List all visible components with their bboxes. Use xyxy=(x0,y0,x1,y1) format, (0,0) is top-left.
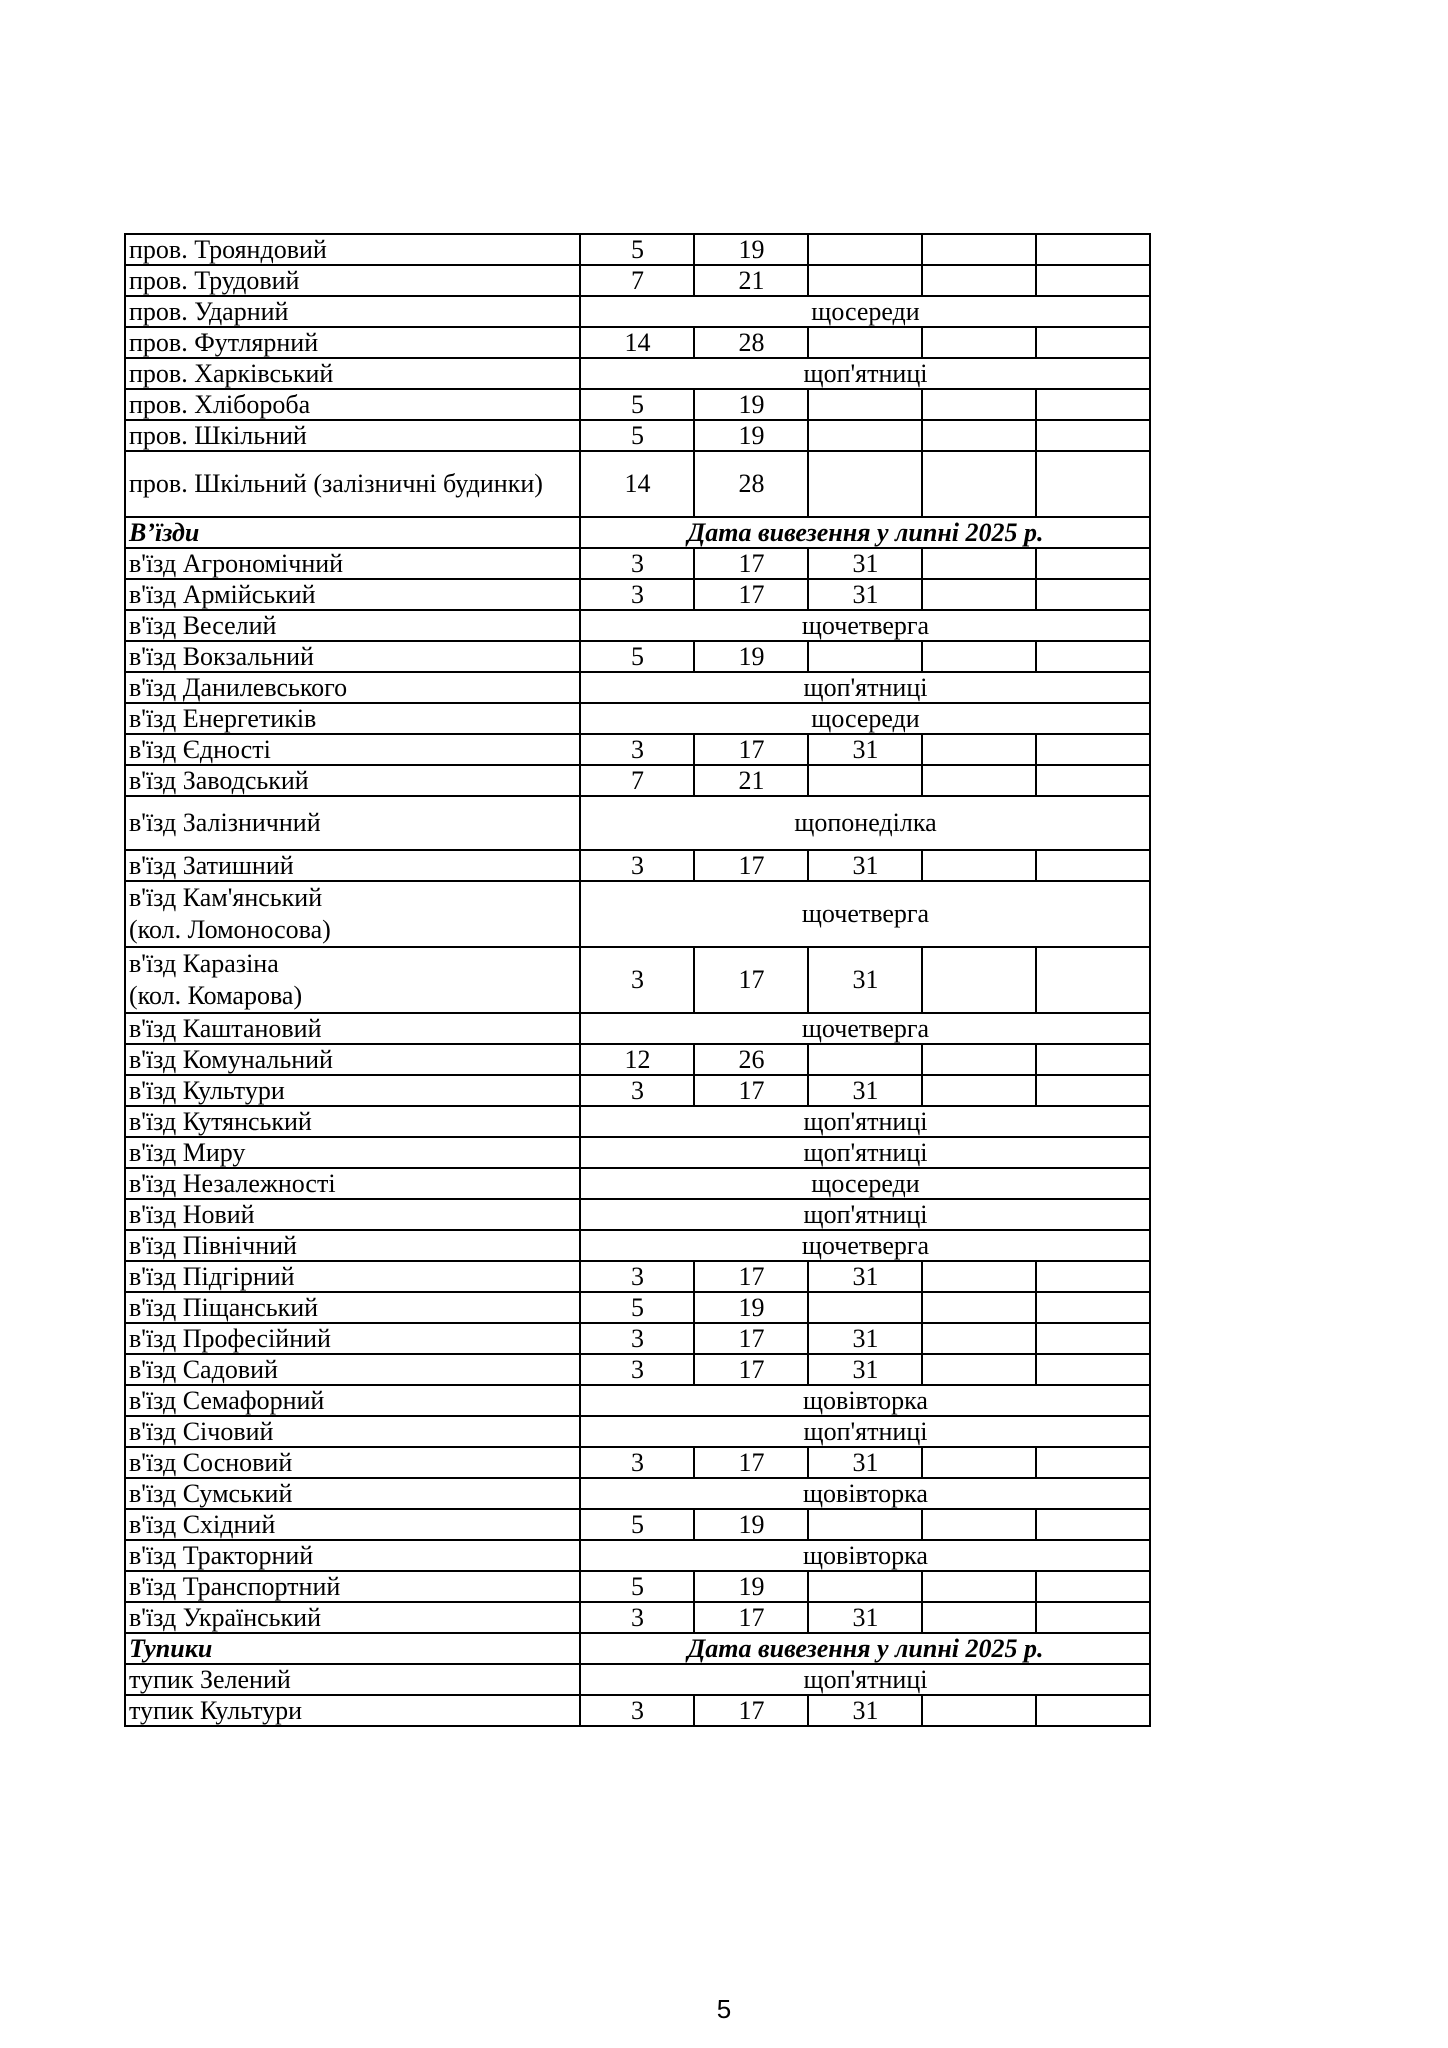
date-cell xyxy=(808,389,922,420)
street-name-cell: в'їзд Агрономічний xyxy=(125,548,580,579)
table-row xyxy=(125,881,1150,947)
table-row xyxy=(125,1323,1150,1354)
date-cell xyxy=(922,734,1036,765)
date-cell xyxy=(1036,234,1150,265)
schedule-note: щосереди xyxy=(580,703,1150,734)
date-cell: 5 xyxy=(580,420,694,451)
date-cell xyxy=(1036,1323,1150,1354)
date-column-header: Дата вивезення у липні 2025 р. xyxy=(580,517,1150,548)
table-row xyxy=(125,610,1150,641)
date-cell: 21 xyxy=(694,765,808,796)
date-cell xyxy=(808,420,922,451)
date-cell xyxy=(808,265,922,296)
date-cell: 12 xyxy=(580,1044,694,1075)
date-cell: 31 xyxy=(808,1602,922,1633)
table-row xyxy=(125,765,1150,796)
table-row xyxy=(125,1013,1150,1044)
date-cell: 17 xyxy=(694,1323,808,1354)
date-cell: 3 xyxy=(580,579,694,610)
date-cell xyxy=(1036,1075,1150,1106)
street-name-cell: пров. Трудовий xyxy=(125,265,580,296)
date-cell: 3 xyxy=(580,1447,694,1478)
schedule-note: щоп'ятниці xyxy=(580,1106,1150,1137)
date-cell xyxy=(922,1323,1036,1354)
date-cell: 14 xyxy=(580,327,694,358)
table-row xyxy=(125,358,1150,389)
schedule-note: щочетверга xyxy=(580,1013,1150,1044)
street-name-cell: пров. Ударний xyxy=(125,296,580,327)
street-name-cell: в'їзд Піщанський xyxy=(125,1292,580,1323)
date-cell xyxy=(1036,765,1150,796)
date-cell xyxy=(922,579,1036,610)
street-name: в'їзд Кам'янський xyxy=(129,883,323,912)
page-number: 5 xyxy=(716,1994,732,2024)
date-cell: 3 xyxy=(580,1354,694,1385)
date-cell: 7 xyxy=(580,765,694,796)
street-name-cell: пров. Хлібороба xyxy=(125,389,580,420)
street-name-cell: в'їзд Культури xyxy=(125,1075,580,1106)
date-cell: 31 xyxy=(808,1261,922,1292)
date-cell xyxy=(1036,1044,1150,1075)
table-row xyxy=(125,641,1150,672)
table-row xyxy=(125,1292,1150,1323)
date-cell xyxy=(922,548,1036,579)
schedule-note: щоп'ятниці xyxy=(580,358,1150,389)
table-row xyxy=(125,1385,1150,1416)
street-name-cell: в'їзд Незалежності xyxy=(125,1168,580,1199)
date-cell: 17 xyxy=(694,734,808,765)
date-cell: 7 xyxy=(580,265,694,296)
table-row xyxy=(125,1540,1150,1571)
schedule-table-body xyxy=(125,234,1150,1726)
date-cell xyxy=(922,1695,1036,1726)
date-cell: 17 xyxy=(694,850,808,881)
street-name-cell: в'їзд Залізничний xyxy=(125,796,580,850)
street-name-cell: в'їзд Сумський xyxy=(125,1478,580,1509)
date-cell xyxy=(922,234,1036,265)
date-cell xyxy=(1036,850,1150,881)
date-cell xyxy=(922,1447,1036,1478)
date-cell: 31 xyxy=(808,850,922,881)
section-title: В’їзди xyxy=(125,517,580,548)
date-cell: 31 xyxy=(808,1447,922,1478)
schedule-note: щосереди xyxy=(580,296,1150,327)
date-cell xyxy=(922,1292,1036,1323)
table-row xyxy=(125,1199,1150,1230)
date-cell: 3 xyxy=(580,947,694,1013)
street-name-cell: в'їзд Заводський xyxy=(125,765,580,796)
date-cell: 19 xyxy=(694,389,808,420)
street-former-name: (кол. Комарова) xyxy=(129,981,303,1010)
schedule-note: щовівторка xyxy=(580,1540,1150,1571)
date-cell: 17 xyxy=(694,1075,808,1106)
street-name-cell: в'їзд Затишний xyxy=(125,850,580,881)
date-cell xyxy=(808,1292,922,1323)
date-cell: 3 xyxy=(580,850,694,881)
street-former-name: (кол. Ломоносова) xyxy=(129,915,331,944)
schedule-note: щовівторка xyxy=(580,1385,1150,1416)
date-cell: 3 xyxy=(580,1261,694,1292)
date-cell: 3 xyxy=(580,1075,694,1106)
street-name-cell: пров. Шкільний xyxy=(125,420,580,451)
date-cell xyxy=(1036,1602,1150,1633)
street-name-cell: пров. Трояндовий xyxy=(125,234,580,265)
table-row xyxy=(125,672,1150,703)
date-cell xyxy=(1036,1571,1150,1602)
table-row xyxy=(125,579,1150,610)
table-row xyxy=(125,1230,1150,1261)
street-name-cell xyxy=(125,881,580,947)
date-cell xyxy=(1036,1509,1150,1540)
schedule-note: щоп'ятниці xyxy=(580,1664,1150,1695)
date-cell xyxy=(808,327,922,358)
date-cell xyxy=(808,765,922,796)
date-cell xyxy=(808,641,922,672)
street-name-cell: в'їзд Східний xyxy=(125,1509,580,1540)
date-cell xyxy=(922,327,1036,358)
date-cell xyxy=(1036,734,1150,765)
street-name-cell: в'їзд Армійський xyxy=(125,579,580,610)
date-cell xyxy=(922,765,1036,796)
street-name-cell: в'їзд Єдності xyxy=(125,734,580,765)
table-row xyxy=(125,548,1150,579)
table-row xyxy=(125,850,1150,881)
date-cell: 17 xyxy=(694,947,808,1013)
street-name-cell: в'їзд Комунальний xyxy=(125,1044,580,1075)
table-row xyxy=(125,265,1150,296)
date-cell: 28 xyxy=(694,327,808,358)
street-name-cell: в'їзд Семафорний xyxy=(125,1385,580,1416)
date-cell: 17 xyxy=(694,1602,808,1633)
date-cell: 3 xyxy=(580,1602,694,1633)
date-cell: 31 xyxy=(808,1354,922,1385)
table-row xyxy=(125,327,1150,358)
table-row xyxy=(125,1478,1150,1509)
table-row xyxy=(125,1571,1150,1602)
street-name-cell: тупик Культури xyxy=(125,1695,580,1726)
date-cell: 21 xyxy=(694,265,808,296)
table-row xyxy=(125,1137,1150,1168)
date-cell: 17 xyxy=(694,1354,808,1385)
street-name-cell: в'їзд Північний xyxy=(125,1230,580,1261)
street-name-cell: в'їзд Енергетиків xyxy=(125,703,580,734)
date-cell: 19 xyxy=(694,1571,808,1602)
date-cell xyxy=(1036,1261,1150,1292)
street-name-cell: пров. Харківський xyxy=(125,358,580,389)
section-header-row xyxy=(125,1633,1150,1664)
table-row xyxy=(125,703,1150,734)
date-cell: 3 xyxy=(580,734,694,765)
date-cell xyxy=(922,420,1036,451)
date-cell: 28 xyxy=(694,451,808,517)
date-cell: 3 xyxy=(580,1323,694,1354)
date-cell: 31 xyxy=(808,1695,922,1726)
date-cell: 31 xyxy=(808,947,922,1013)
date-cell xyxy=(1036,1292,1150,1323)
section-title: Тупики xyxy=(125,1633,580,1664)
date-cell xyxy=(808,1044,922,1075)
date-cell: 31 xyxy=(808,579,922,610)
date-cell xyxy=(922,641,1036,672)
date-cell xyxy=(1036,265,1150,296)
table-row xyxy=(125,1602,1150,1633)
date-cell: 26 xyxy=(694,1044,808,1075)
street-name-cell: в'їзд Український xyxy=(125,1602,580,1633)
date-cell xyxy=(1036,579,1150,610)
date-cell xyxy=(1036,1447,1150,1478)
date-cell xyxy=(922,389,1036,420)
date-cell xyxy=(922,1571,1036,1602)
date-cell xyxy=(922,1075,1036,1106)
date-cell xyxy=(922,1261,1036,1292)
street-name-cell: в'їзд Миру xyxy=(125,1137,580,1168)
date-cell xyxy=(808,234,922,265)
street-name-cell: тупик Зелений xyxy=(125,1664,580,1695)
street-name-cell: пров. Шкільний (залізничні будинки) xyxy=(125,451,580,517)
date-cell: 5 xyxy=(580,1292,694,1323)
table-row xyxy=(125,947,1150,1013)
date-cell xyxy=(922,1509,1036,1540)
table-row xyxy=(125,1106,1150,1137)
date-cell: 19 xyxy=(694,1509,808,1540)
table-row xyxy=(125,389,1150,420)
table-row xyxy=(125,296,1150,327)
table-row xyxy=(125,234,1150,265)
table-row xyxy=(125,1168,1150,1199)
date-cell: 17 xyxy=(694,1447,808,1478)
date-cell: 5 xyxy=(580,1509,694,1540)
date-cell xyxy=(922,850,1036,881)
date-cell xyxy=(1036,548,1150,579)
date-cell: 17 xyxy=(694,1695,808,1726)
date-cell: 3 xyxy=(580,1695,694,1726)
street-name-cell: в'їзд Каштановий xyxy=(125,1013,580,1044)
date-cell: 19 xyxy=(694,641,808,672)
table-row xyxy=(125,1447,1150,1478)
date-cell xyxy=(808,451,922,517)
date-cell xyxy=(922,1044,1036,1075)
table-row xyxy=(125,1075,1150,1106)
street-name-cell: в'їзд Транспортний xyxy=(125,1571,580,1602)
date-cell: 19 xyxy=(694,234,808,265)
table-row xyxy=(125,1509,1150,1540)
date-cell: 5 xyxy=(580,1571,694,1602)
table-row xyxy=(125,1044,1150,1075)
street-name-cell: в'їзд Новий xyxy=(125,1199,580,1230)
date-cell: 19 xyxy=(694,420,808,451)
date-cell: 3 xyxy=(580,548,694,579)
date-column-header: Дата вивезення у липні 2025 р. xyxy=(580,1633,1150,1664)
table-row xyxy=(125,451,1150,517)
date-cell: 5 xyxy=(580,234,694,265)
street-name-cell: в'їзд Підгірний xyxy=(125,1261,580,1292)
date-cell xyxy=(1036,389,1150,420)
schedule-note: щоп'ятниці xyxy=(580,1416,1150,1447)
schedule-note: щовівторка xyxy=(580,1478,1150,1509)
table-row xyxy=(125,796,1150,850)
date-cell: 31 xyxy=(808,734,922,765)
date-cell xyxy=(922,451,1036,517)
date-cell xyxy=(922,1602,1036,1633)
date-cell xyxy=(1036,947,1150,1013)
schedule-note: щосереди xyxy=(580,1168,1150,1199)
street-name-cell: в'їзд Професійний xyxy=(125,1323,580,1354)
street-name-cell: в'їзд Вокзальний xyxy=(125,641,580,672)
schedule-note: щопонеділка xyxy=(580,796,1150,850)
schedule-note: щочетверга xyxy=(580,881,1150,947)
table-row xyxy=(125,1354,1150,1385)
date-cell: 17 xyxy=(694,1261,808,1292)
street-name-cell: пров. Футлярний xyxy=(125,327,580,358)
table-row xyxy=(125,1416,1150,1447)
schedule-note: щоп'ятниці xyxy=(580,672,1150,703)
table-row xyxy=(125,1261,1150,1292)
date-cell xyxy=(922,947,1036,1013)
date-cell xyxy=(808,1571,922,1602)
street-name-cell: в'їзд Садовий xyxy=(125,1354,580,1385)
schedule-note: щочетверга xyxy=(580,610,1150,641)
date-cell: 5 xyxy=(580,389,694,420)
date-cell xyxy=(1036,451,1150,517)
table-row xyxy=(125,734,1150,765)
date-cell: 14 xyxy=(580,451,694,517)
street-name-cell: в'їзд Кутянський xyxy=(125,1106,580,1137)
date-cell xyxy=(1036,327,1150,358)
date-cell xyxy=(1036,420,1150,451)
date-cell: 31 xyxy=(808,1075,922,1106)
street-name: в'їзд Каразіна xyxy=(129,949,279,978)
date-cell xyxy=(808,1509,922,1540)
date-cell xyxy=(1036,1354,1150,1385)
date-cell: 17 xyxy=(694,548,808,579)
date-cell: 31 xyxy=(808,1323,922,1354)
schedule-note: щочетверга xyxy=(580,1230,1150,1261)
schedule-table xyxy=(124,233,1151,1727)
date-cell: 31 xyxy=(808,548,922,579)
date-cell: 19 xyxy=(694,1292,808,1323)
table-row xyxy=(125,1664,1150,1695)
table-row xyxy=(125,1695,1150,1726)
schedule-note: щоп'ятниці xyxy=(580,1137,1150,1168)
street-name-cell: в'їзд Данилевського xyxy=(125,672,580,703)
street-name-cell: в'їзд Сосновий xyxy=(125,1447,580,1478)
street-name-cell xyxy=(125,947,580,1013)
date-cell xyxy=(922,265,1036,296)
street-name-cell: в'їзд Тракторний xyxy=(125,1540,580,1571)
section-header-row xyxy=(125,517,1150,548)
date-cell xyxy=(1036,1695,1150,1726)
date-cell: 17 xyxy=(694,579,808,610)
date-cell xyxy=(922,1354,1036,1385)
date-cell: 5 xyxy=(580,641,694,672)
date-cell xyxy=(1036,641,1150,672)
street-name-cell: в'їзд Січовий xyxy=(125,1416,580,1447)
street-name-cell: в'їзд Веселий xyxy=(125,610,580,641)
schedule-note: щоп'ятниці xyxy=(580,1199,1150,1230)
table-row xyxy=(125,420,1150,451)
